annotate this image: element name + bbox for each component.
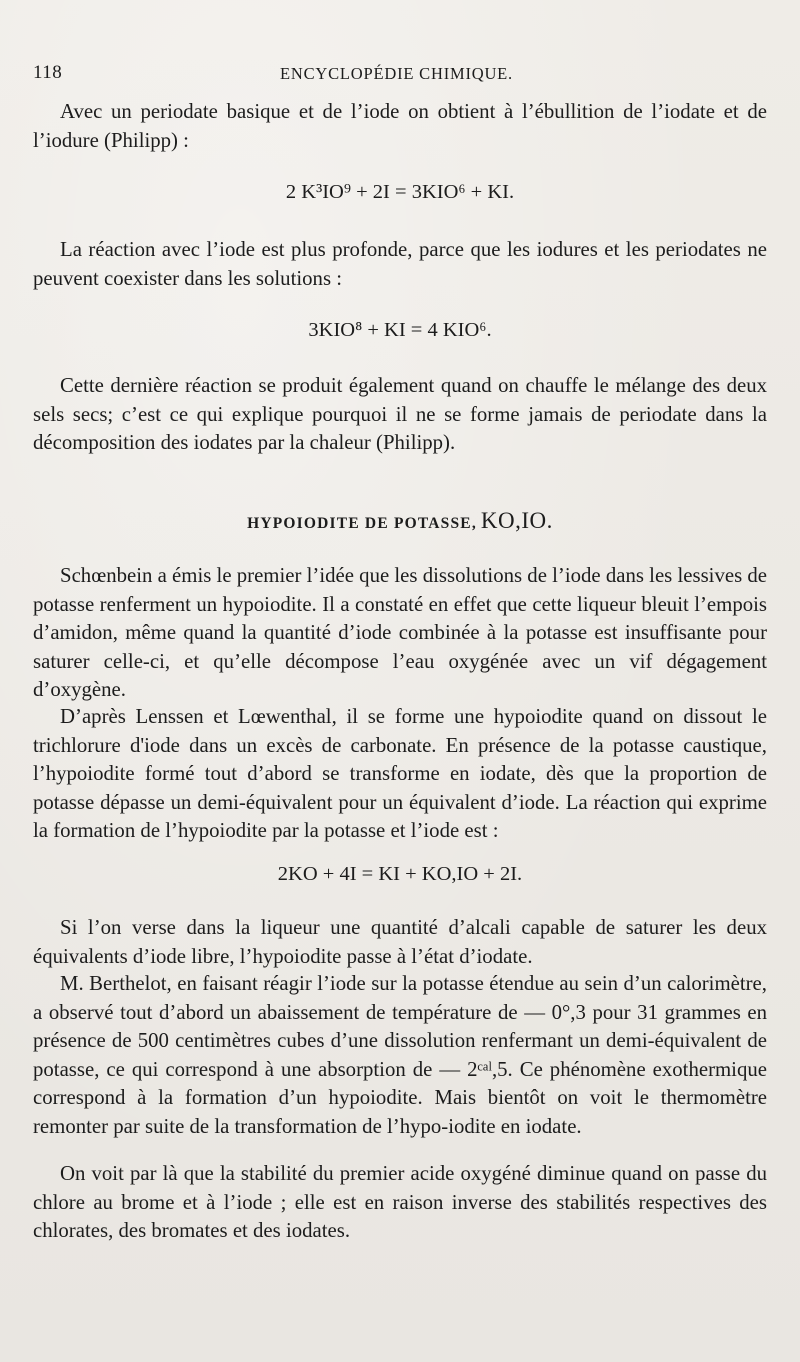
paragraph-lenssen: D’après Lenssen et Lœwenthal, il se forme une hypoiodite quand on dissout le trichlorure d'iode dans un excès de carbonate. En présence de la potasse caustique, l’hypoiodite formé tout d’abord se transforme en iodate, dès que la proportion de potasse dépasse un demi-équivalent pour un équivalent d’iode. La réaction qui exprime la formation de l’hypoiodite par la potasse et l’iode est : bbox=[33, 705, 767, 843]
paragraph-schoenbein: Schœnbein a émis le premier l’idée que les dissolutions de l’iode dans les lessives de potasse renferment un hypoiodite. Il a constaté en effet que cette liqueur bleuit l’empois d’amidon, même quand la quantité d’iode combinée à la potasse est insuffisante pour saturer celle-ci, et qu’elle décompose l’eau oxygénée avec un vif dégagement d’oxygène. bbox=[33, 564, 767, 702]
section-heading-label: HYPOIODITE DE POTASSE, bbox=[247, 515, 477, 532]
page-number: 118 bbox=[33, 62, 63, 83]
section-heading-formula: KO,IO. bbox=[480, 508, 553, 533]
paragraph-alcali: Si l’on verse dans la liqueur une quantité d’alcali capable de saturer les deux équivalents d’iode libre, l’hypoiodite passe à l’état d’iodate. bbox=[33, 916, 767, 968]
running-title: ENCYCLOPÉDIE CHIMIQUE. bbox=[279, 64, 513, 83]
paragraph-reaction-profonde: La réaction avec l’iode est plus profonde, parce que les iodures et les periodates ne peuvent coexister dans les solutions : bbox=[33, 238, 767, 290]
paragraph-stabilite: On voit par là que la stabilité du premier acide oxygéné diminue quand on passe du chlore au brome et à l’iode ; elle est en raison inverse des stabilités respectives des chlorates, des bromates et des iodates. bbox=[33, 1162, 767, 1243]
equation-3: 2KO + 4I = KI + KO,IO + 2I. bbox=[277, 863, 523, 885]
paragraph-berthelot: M. Berthelot, en faisant réagir l’iode sur la potasse étendue au sein d’un calorimètre, a observé tout d’abord un abaissement de température de — 0°,3 pour 31 grammes en présence de 500 centimètres cubes d’une dissolution renfermant un demi-équivalent de potasse, ce qui correspond à une absorption de — 2ᶜᵃˡ,5. Ce phénomène exothermique correspond à la formation d’un hypoiodite. Mais bientôt on voit le thermomètre remonter par suite de la transformation de l’hypo-iodite en iodate. bbox=[33, 972, 767, 1138]
equation-1: 2 K³IO⁹ + 2I = 3KIO⁶ + KI. bbox=[285, 181, 515, 203]
paragraph-periodate-iode: Avec un periodate basique et de l’iode on obtient à l’ébullition de l’iodate et de l’iodure (Philipp) : bbox=[33, 100, 767, 152]
paragraph-derniere-reaction: Cette dernière réaction se produit également quand on chauffe le mélange des deux sels secs; c’est ce qui explique pourquoi il ne se forme jamais de periodate dans la décomposition des iodates par la chaleur (Philipp). bbox=[33, 374, 767, 455]
page-header bbox=[33, 62, 760, 88]
equation-2: 3KIO⁸ + KI = 4 KIO⁶. bbox=[308, 319, 492, 341]
section-heading bbox=[33, 506, 767, 539]
